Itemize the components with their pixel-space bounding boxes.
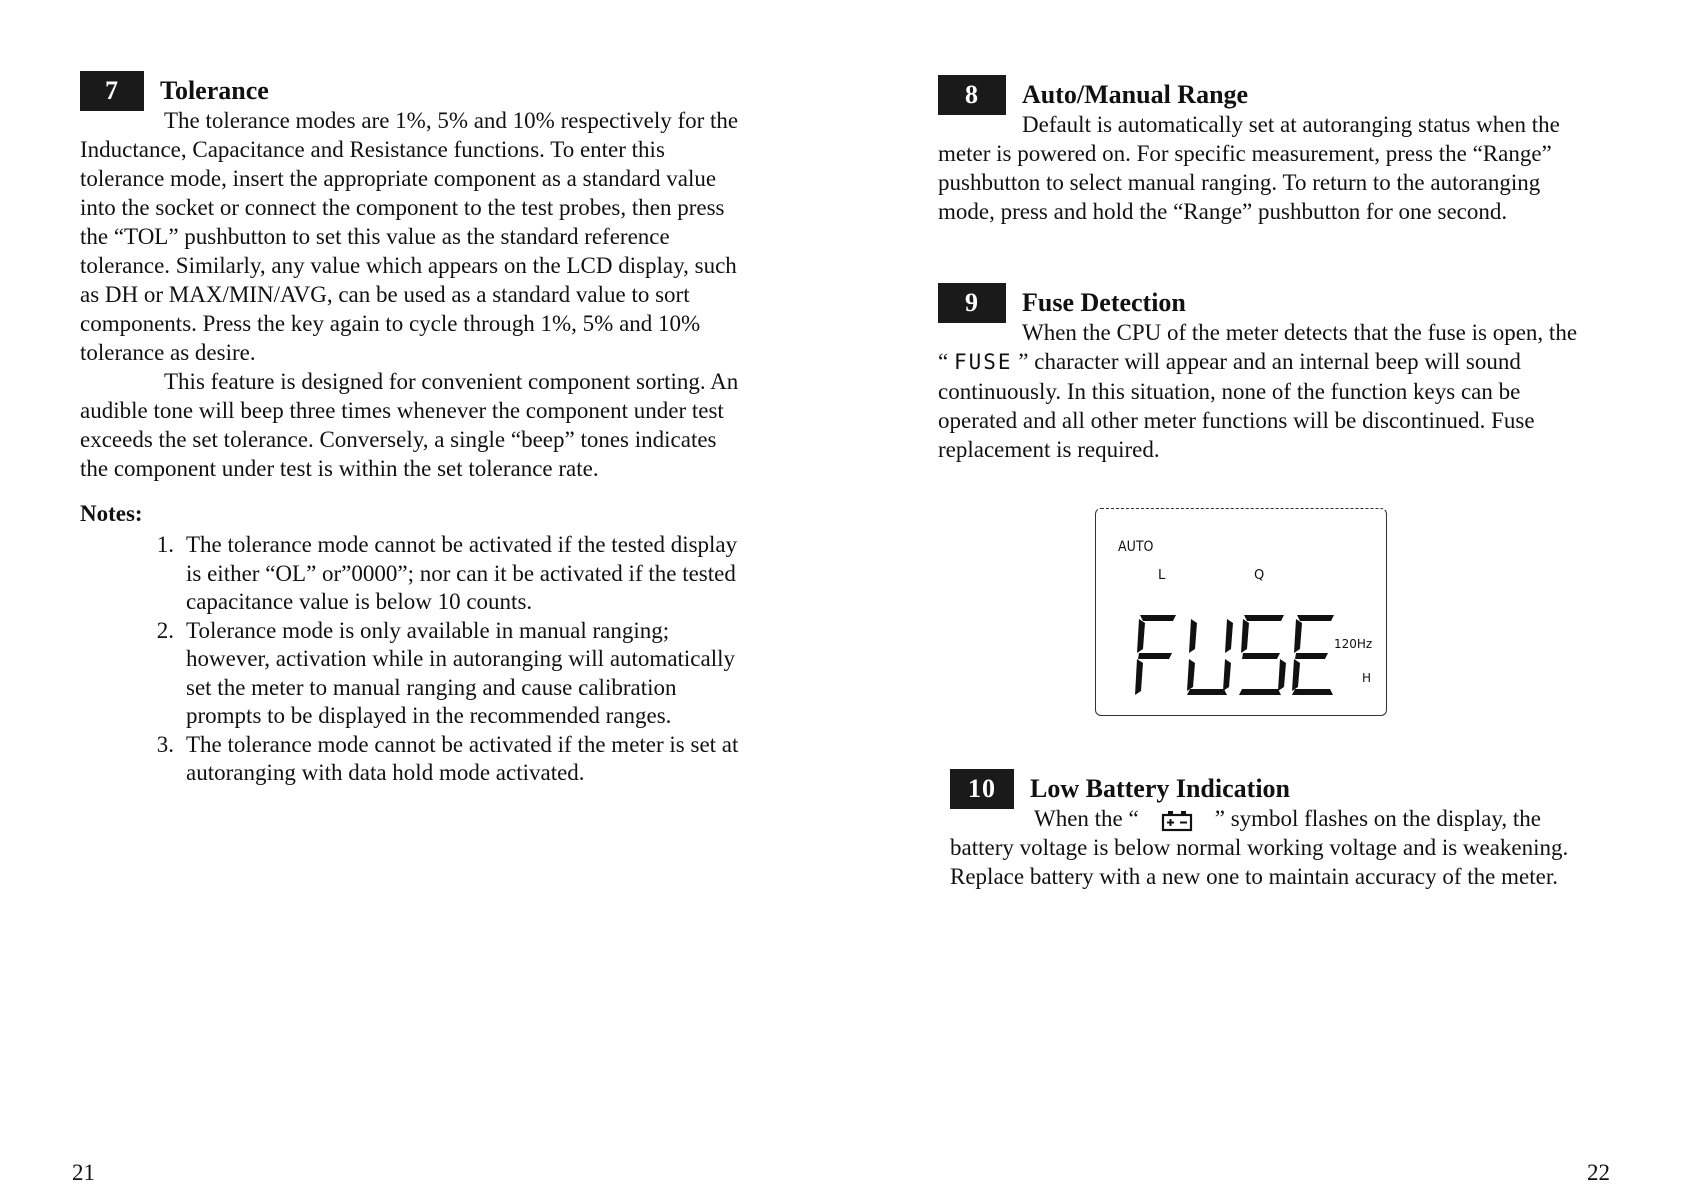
lcd-seven-segment-fuse — [1134, 609, 1334, 699]
notes-label: Notes: — [80, 501, 143, 526]
low-battery-paragraph-after: ” symbol flashes on the display, the battery voltage is below normal working voltage and is weakening. Replace battery with a new one to maintain accuracy of the meter. — [950, 806, 1569, 889]
lcd-frequency-annunciator: 120Hz — [1334, 637, 1373, 651]
lcd-display-figure — [1095, 508, 1387, 716]
low-battery-paragraph-before: When the “ — [1034, 806, 1139, 831]
notes-list — [80, 531, 740, 788]
note-item — [80, 617, 740, 731]
fuse-paragraph-before: When the CPU of the meter detects that the fuse is open, the “ — [938, 320, 1578, 374]
auto-manual-paragraph: Default is automatically set at autoranging status when the meter is powered on. For specific measurement, press the “Range” pushbutton to select manual ranging. To return to the autoranging mode, press and hold the “Range” pushbutton for one second. — [938, 112, 1560, 224]
note-item — [80, 531, 740, 617]
lcd-h-annunciator: H — [1362, 671, 1372, 685]
section-title: Auto/Manual Range — [1022, 80, 1249, 109]
tolerance-paragraph-2: This feature is designed for convenient component sorting. An audible tone will beep three times whenever the component under test exceeds the set tolerance. Conversely, a single “beep” tones indicates the component under test is within the set tolerance rate. — [80, 369, 739, 481]
section-number-badge: 8 — [938, 75, 1006, 115]
section-number-badge: 7 — [80, 71, 144, 111]
section-title: Fuse Detection — [1022, 288, 1186, 317]
fuse-paragraph — [938, 318, 1588, 464]
section-fuse-detection — [938, 282, 1588, 464]
lcd-l-annunciator: L — [1158, 568, 1166, 583]
lcd-q-annunciator: Q — [1254, 568, 1265, 583]
low-battery-paragraph — [950, 804, 1600, 891]
lcd-auto-annunciator: AUTO — [1118, 539, 1154, 555]
fuse-paragraph-after: ” character will appear and an internal beep will sound continuously. In this situation, none of the function keys can be operated and all other meter functions will be discontinued. Fuse replacement is required. — [938, 349, 1535, 462]
note-number: 2. — [156, 617, 174, 643]
note-item — [80, 731, 740, 788]
section-tolerance — [80, 70, 740, 788]
section-title: Low Battery Indication — [1030, 774, 1290, 803]
fuse-lcd-word: FUSE — [953, 350, 1013, 374]
section-number-badge: 10 — [950, 769, 1014, 809]
tolerance-paragraph-1: The tolerance modes are 1%, 5% and 10% respectively for the Inductance, Capacitance and Resistance functions. To enter this tolerance mode, insert the appropriate component as a standard value into the socket or connect the component to the test probes, then press the “TOL” pushbutton to set this value as the standard reference tolerance. Similarly, any value which appears on the LCD display, such as DH or MAX/MIN/AVG, can be used as a standard value to sort components. Press the key again to cycle through 1%, 5% and 10% tolerance as desire. — [80, 108, 739, 365]
section-number-badge: 9 — [938, 283, 1006, 323]
page-number: 21 — [72, 1160, 95, 1185]
page-number: 22 — [1587, 1160, 1610, 1185]
section-low-battery — [950, 768, 1600, 891]
note-text: The tolerance mode cannot be activated if the tested display is either “OL” or”0000”; nor can it be activated if the tested capacitance value is below 10 counts. — [186, 532, 738, 614]
section-title: Tolerance — [160, 76, 269, 105]
battery-icon — [1161, 810, 1193, 832]
note-number: 1. — [156, 532, 174, 557]
section-auto-manual-range — [938, 74, 1588, 226]
note-number: 3. — [156, 731, 174, 757]
note-text: Tolerance mode is only available in manual ranging; however, activation while in autoranging will automatically set the meter to manual ranging and cause calibration prompts to be displayed in the recommended ranges. — [186, 617, 736, 728]
note-text: The tolerance mode cannot be activated if the meter is set at autoranging with data hold mode activated. — [186, 731, 739, 785]
